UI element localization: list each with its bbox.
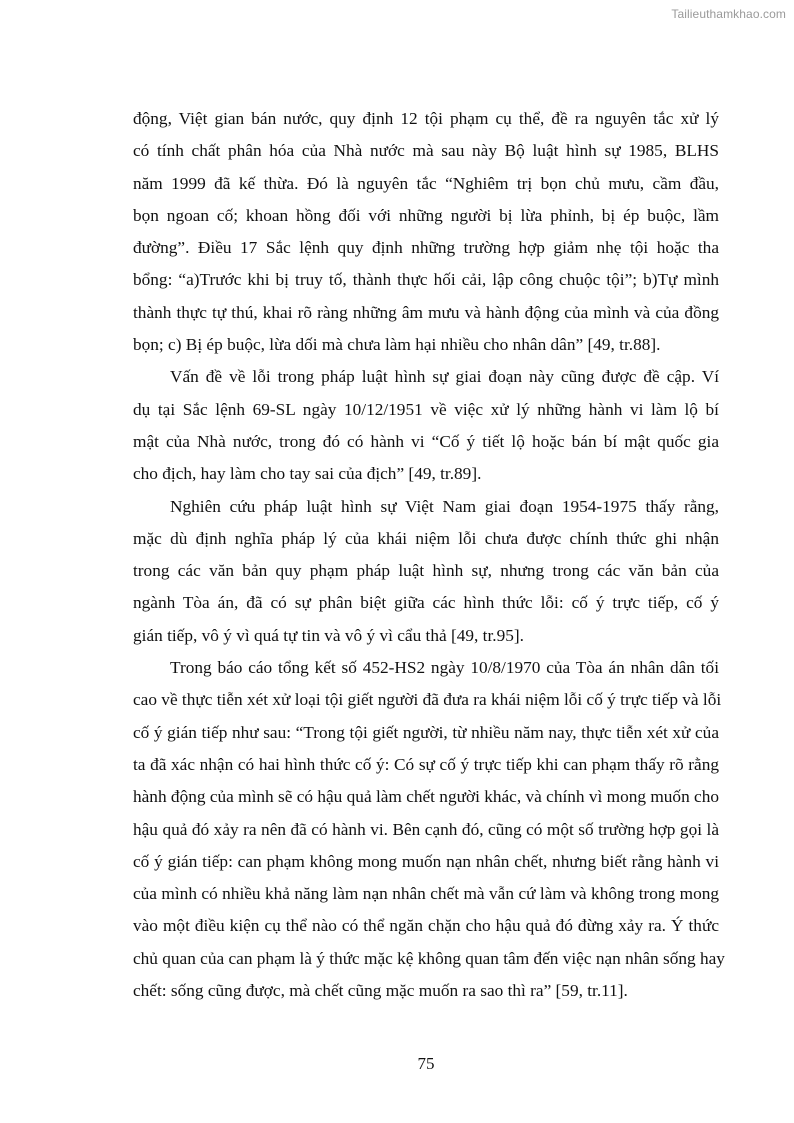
text-line: có tính chất phân hóa của Nhà nước mà sau này Bộ luật hình sự 1985, BLHS [133, 141, 719, 161]
text-line: Nghiên cứu pháp luật hình sự Việt Nam giai đoạn 1954-1975 thấy rằng, [170, 496, 719, 516]
page-number: 75 [417, 1054, 435, 1073]
paragraph-2 [133, 361, 719, 490]
text-line: cố ý gián tiếp: can phạm không mong muốn nạn nhân chết, nhưng biết rằng hành vi [133, 851, 719, 871]
paragraph-3 [133, 491, 719, 652]
text-line: cho địch, hay làm cho tay sai của địch” [49, tr.89]. [133, 464, 482, 484]
paragraph-1 [133, 103, 719, 361]
text-line: bọn; c) Bị ép buộc, lừa dối mà chưa làm hại nhiều cho nhân dân” [49, tr.88]. [133, 335, 661, 355]
text-line: gián tiếp, vô ý vì quá tự tin và vô ý vì cẩu thả [49, tr.95]. [133, 625, 524, 645]
text-line: mặc dù định nghĩa pháp lý của khái niệm lỗi chưa được chính thức ghi nhận [133, 528, 719, 548]
text-line: hậu quả đó xảy ra nên đã có hành vi. Bên cạnh đó, cũng có một số trường hợp gọi là [133, 819, 719, 839]
text-line: chủ quan của can phạm là ý thức mặc kệ không quan tâm đến việc nạn nhân sống hay [133, 948, 725, 968]
text-line: Vấn đề về lỗi trong pháp luật hình sự giai đoạn này cũng được đề cập. Ví [170, 367, 719, 387]
text-line: ta đã xác nhận có hai hình thức cố ý: Có sự cố ý trực tiếp khi can phạm thấy rõ rằng [133, 754, 719, 774]
text-line: đường”. Điều 17 Sắc lệnh quy định những trường hợp giảm nhẹ tội hoặc tha [133, 238, 719, 258]
text-line: hành động của mình sẽ có hậu quả làm chết người khác, và chính vì mong muốn cho [133, 787, 719, 807]
text-line: cao về thực tiễn xét xử loại tội giết người đã đưa ra khái niệm lỗi cố ý trực tiếp và lỗi [133, 690, 722, 710]
text-line: cố ý gián tiếp như sau: “Trong tội giết người, từ nhiều năm nay, thực tiễn xét xử của [133, 722, 719, 742]
text-line: bọn ngoan cố; khoan hồng đối với những người bị lừa phỉnh, bị ép buộc, lầm [133, 205, 719, 225]
text-line: của mình có nhiều khả năng làm nạn nhân chết mà vẫn cứ làm và không trong mong [133, 884, 719, 904]
text-line: chết: sống cũng được, mà chết cũng mặc muốn ra sao thì ra” [59, tr.11]. [133, 981, 628, 1001]
text-line: thành thực tự thú, khai rõ ràng những âm mưu và hành động của mình và của đồng [133, 302, 719, 322]
paragraph-4 [133, 652, 725, 1007]
text-line: mật của Nhà nước, trong đó có hành vi “Cố ý tiết lộ hoặc bán bí mật quốc gia [133, 431, 719, 451]
text-line: dụ tại Sắc lệnh 69-SL ngày 10/12/1951 về việc xử lý những hành vi làm lộ bí [133, 399, 719, 419]
text-line: trong các văn bản quy phạm pháp luật hình sự, nhưng trong các văn bản của [133, 561, 719, 581]
watermark: Tailieuthamkhao.com [671, 7, 786, 21]
text-line: năm 1999 đã kế thừa. Đó là nguyên tắc “Nghiêm trị bọn chủ mưu, cầm đầu, [133, 173, 719, 193]
text-line: ngành Tòa án, đã có sự phân biệt giữa các hình thức lỗi: cố ý trực tiếp, cố ý [133, 593, 719, 613]
text-line: vào một điều kiện cụ thể nào có thể ngăn chặn cho hậu quả đó đừng xảy ra. Ý thức [133, 916, 719, 936]
page-body [133, 103, 725, 1007]
text-line: bổng: “a)Trước khi bị truy tố, thành thực hối cải, lập công chuộc tội”; b)Tự mình [133, 270, 719, 290]
text-line: động, Việt gian bán nước, quy định 12 tội phạm cụ thể, đề ra nguyên tắc xử lý [133, 109, 719, 128]
text-line: Trong báo cáo tổng kết số 452-HS2 ngày 10/8/1970 của Tòa án nhân dân tối [170, 658, 719, 678]
